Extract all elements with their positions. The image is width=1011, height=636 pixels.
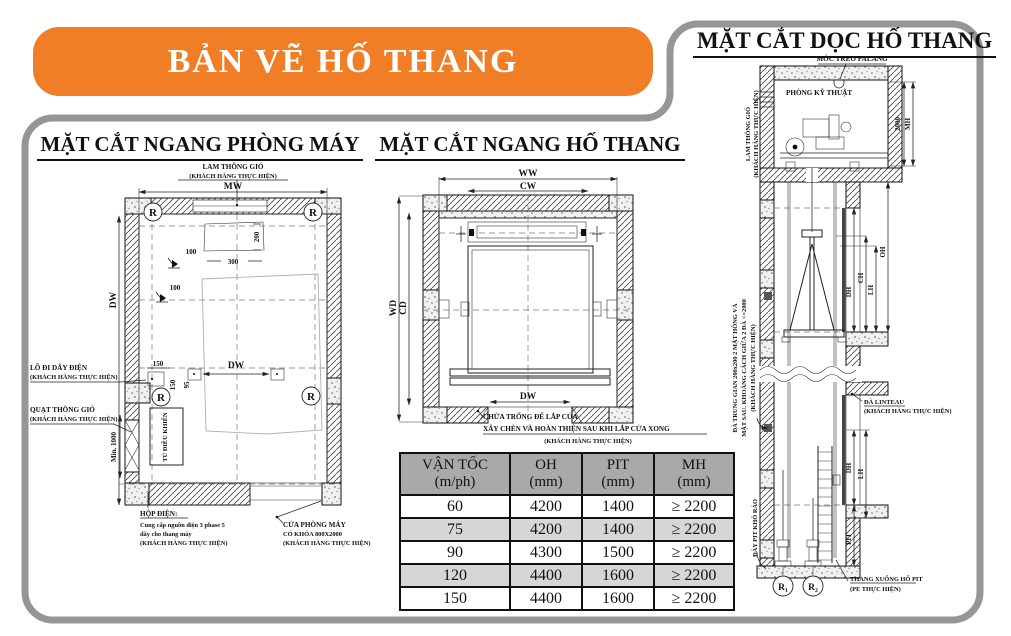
- vent-label-line2: (KHÁCH HÀNG THỰC HIỆN): [189, 173, 277, 180]
- machine-room-plan: [30, 161, 371, 547]
- hook-label-text: MÓC TREO PALANG: [816, 55, 888, 63]
- table-cell: ≥ 2200: [654, 518, 734, 541]
- buffer-markers: [773, 576, 823, 596]
- dim-300: 300: [227, 258, 239, 266]
- note-line1: CHỪA TRỐNG ĐỂ LẮP CỬA: [483, 413, 578, 421]
- tech-room-label: PHÒNG KỸ THUẬT: [786, 89, 853, 97]
- r-marker: R: [157, 392, 165, 404]
- ladder-line1: THANG XUỐNG HỐ PIT: [850, 576, 923, 583]
- section-vent-label: [744, 90, 760, 178]
- dw-inner-dimension: [188, 361, 284, 380]
- linteau-line1: ĐÀ LINTEAU: [864, 399, 904, 406]
- break-lines: [758, 366, 862, 382]
- cable-label-line2: (KHÁCH HÀNG THỰC HIỆN): [30, 374, 118, 381]
- dim-cd: CD: [399, 301, 409, 315]
- table-cell: 120: [400, 564, 510, 587]
- control-cabinet-label: TỦ ĐIỀU KHIỂN: [162, 412, 169, 462]
- table-header-oh: OH (mm): [510, 453, 582, 495]
- r1-marker: R₁: [778, 583, 788, 593]
- note-line3: (KHÁCH HÀNG THỰC HIỆN): [544, 438, 632, 445]
- r-markers: [144, 203, 322, 406]
- machine-room-door-label: [276, 501, 371, 547]
- dim-2000: 2000: [894, 117, 902, 131]
- dim-wd: WD: [389, 299, 399, 317]
- table-cell: 1600: [582, 564, 654, 587]
- vent-label-line1: LAM THÔNG GIÓ: [745, 106, 752, 162]
- dim-pit: PIT: [845, 533, 853, 545]
- table-cell: 60: [400, 495, 510, 518]
- car-section: [782, 168, 846, 342]
- dim-min1000: Min. 1000: [110, 432, 118, 462]
- shaft-plan-title: MẶT CẮT NGANG HỐ THANG: [373, 132, 687, 161]
- table-cell: 4200: [510, 518, 582, 541]
- table-cell: ≥ 2200: [654, 541, 734, 564]
- power-line3: (KHÁCH HÀNG THỰC HIỆN): [140, 540, 228, 547]
- dim-150b: 150: [169, 379, 177, 391]
- table-header-speed: VẬN TỐC (m/ph): [400, 453, 510, 495]
- counterweight: [456, 222, 602, 242]
- dim-oh: OH: [879, 246, 887, 258]
- vent-opening: [193, 200, 267, 212]
- machine-room-walls: [125, 198, 341, 505]
- beam-line2: MẶT SAU. KHOẢNG CÁCH GIỮA 2 ĐÀ <=2000: [741, 299, 748, 437]
- cw-dimension: [468, 182, 588, 192]
- dim-100a: 100: [185, 248, 197, 256]
- r2-marker: R₂: [808, 583, 818, 593]
- dim-mw: MW: [223, 182, 243, 192]
- table-header-pit: PIT (mm): [582, 453, 654, 495]
- table-cell: 1500: [582, 541, 654, 564]
- table-cell: 1600: [582, 587, 654, 610]
- vent-label-line2: (KHÁCH HÀNG THỰC HIỆN): [753, 90, 760, 178]
- dim-95: 95: [183, 381, 191, 389]
- dim-dh-lower: DH: [845, 462, 853, 474]
- page-title: BẢN VẼ HỐ THANG: [167, 42, 519, 80]
- pit-floor-text: ĐÁY PIT KHÔ RÁO: [752, 498, 759, 558]
- ladder-line2: (PE THỰC HIỆN): [850, 586, 901, 593]
- cable-label-line1: LỖ ĐI DÂY ĐIỆN: [30, 364, 88, 372]
- table-row: [400, 587, 734, 610]
- cable-hole: [147, 360, 191, 390]
- beam-dimensions: [170, 224, 262, 292]
- table-cell: 4300: [510, 541, 582, 564]
- dim-cw: CW: [519, 182, 537, 192]
- power-title: HỘP ĐIỆN:: [140, 510, 178, 518]
- table-row: [400, 564, 734, 587]
- dim-150a: 150: [152, 360, 164, 368]
- vent-label-line1: LAM THÔNG GIÓ: [202, 163, 264, 171]
- table-cell: 4400: [510, 564, 582, 587]
- table-row: [400, 541, 734, 564]
- machine-room-centerlines: [119, 214, 341, 484]
- door-line2: CÓ KHÓA 800X2000: [283, 531, 342, 538]
- table-cell: ≥ 2200: [654, 587, 734, 610]
- beam-line1: ĐÀ TRUNG GIAN 200x200 2 MẶT HÔNG VÀ: [732, 303, 739, 433]
- fan-label: [30, 404, 131, 432]
- door-sills: [450, 369, 610, 385]
- door-line3: (KHÁCH HÀNG THỰC HIỆN): [283, 540, 371, 547]
- fan-label-line1: QUẠT THÔNG GIÓ: [30, 406, 95, 414]
- note-line2: XÂY CHÈN VÀ HOÀN THIỆN SAU KHI LẮP CỬA XONG: [483, 425, 670, 433]
- table-cell: 4400: [510, 587, 582, 610]
- shaft-section: [731, 53, 952, 596]
- linteau-label: [851, 393, 952, 415]
- buffers: [775, 470, 821, 575]
- traction-machine: [780, 115, 888, 171]
- table-row: [400, 518, 734, 541]
- shaft-plan: [389, 169, 707, 445]
- r-marker: R: [307, 391, 315, 403]
- hook-symbols: [156, 258, 180, 302]
- table-cell: 75: [400, 518, 510, 541]
- machine-footprint-outline: [202, 274, 322, 434]
- spec-table: [399, 452, 735, 611]
- dim-dw-inner: DW: [227, 361, 245, 371]
- table-cell: 1400: [582, 518, 654, 541]
- pit-ladder: [818, 446, 840, 563]
- power-line1: Cung cấp nguồn điện 3 phase 5: [140, 522, 225, 529]
- dim-lh-lower: LH: [857, 468, 865, 480]
- dim-200: 200: [253, 231, 261, 243]
- table-header-mh: MH (mm): [654, 453, 734, 495]
- control-cabinet: [150, 408, 183, 465]
- dim-dw-door: DW: [519, 392, 537, 402]
- cd-dimension: [399, 213, 409, 405]
- door-line1: CỬA PHÒNG MÁY: [283, 521, 346, 529]
- table-row: [400, 495, 734, 518]
- dim-ch: CH: [857, 272, 865, 284]
- r-marker: R: [309, 207, 317, 219]
- beam-line3: (KHÁCH HÀNG THỰC HIỆN): [750, 324, 757, 412]
- table-cell: 1400: [582, 495, 654, 518]
- machine-room-plan-title: MẶT CẮT NGANG PHÒNG MÁY: [35, 132, 365, 161]
- machine-room-section: [760, 66, 902, 182]
- table-cell: 150: [400, 587, 510, 610]
- shaft-section-title: MẶT CẮT DỌC HỐ THANG: [693, 28, 985, 58]
- spec-table-header-row: [400, 453, 734, 495]
- table-cell: ≥ 2200: [654, 564, 734, 587]
- fan-label-line2: (KHÁCH HÀNG THỰC HIỆN): [30, 416, 118, 423]
- table-cell: 4200: [510, 495, 582, 518]
- table-cell: 90: [400, 541, 510, 564]
- dim-100b: 100: [169, 284, 181, 292]
- dim-lh: LH: [867, 284, 875, 296]
- dim-ww: WW: [518, 169, 538, 179]
- r-marker: R: [149, 207, 157, 219]
- linteau-line2: (KHÁCH HÀNG THỰC HIỆN): [864, 408, 952, 415]
- dim-dw: DW: [109, 291, 119, 309]
- table-cell: ≥ 2200: [654, 495, 734, 518]
- dim-mh: MH: [904, 117, 912, 131]
- banner: [33, 27, 653, 96]
- power-line2: dây cho thang máy: [140, 531, 192, 538]
- dim-dh: DH: [845, 286, 853, 298]
- dw-door-dimension: [490, 392, 570, 402]
